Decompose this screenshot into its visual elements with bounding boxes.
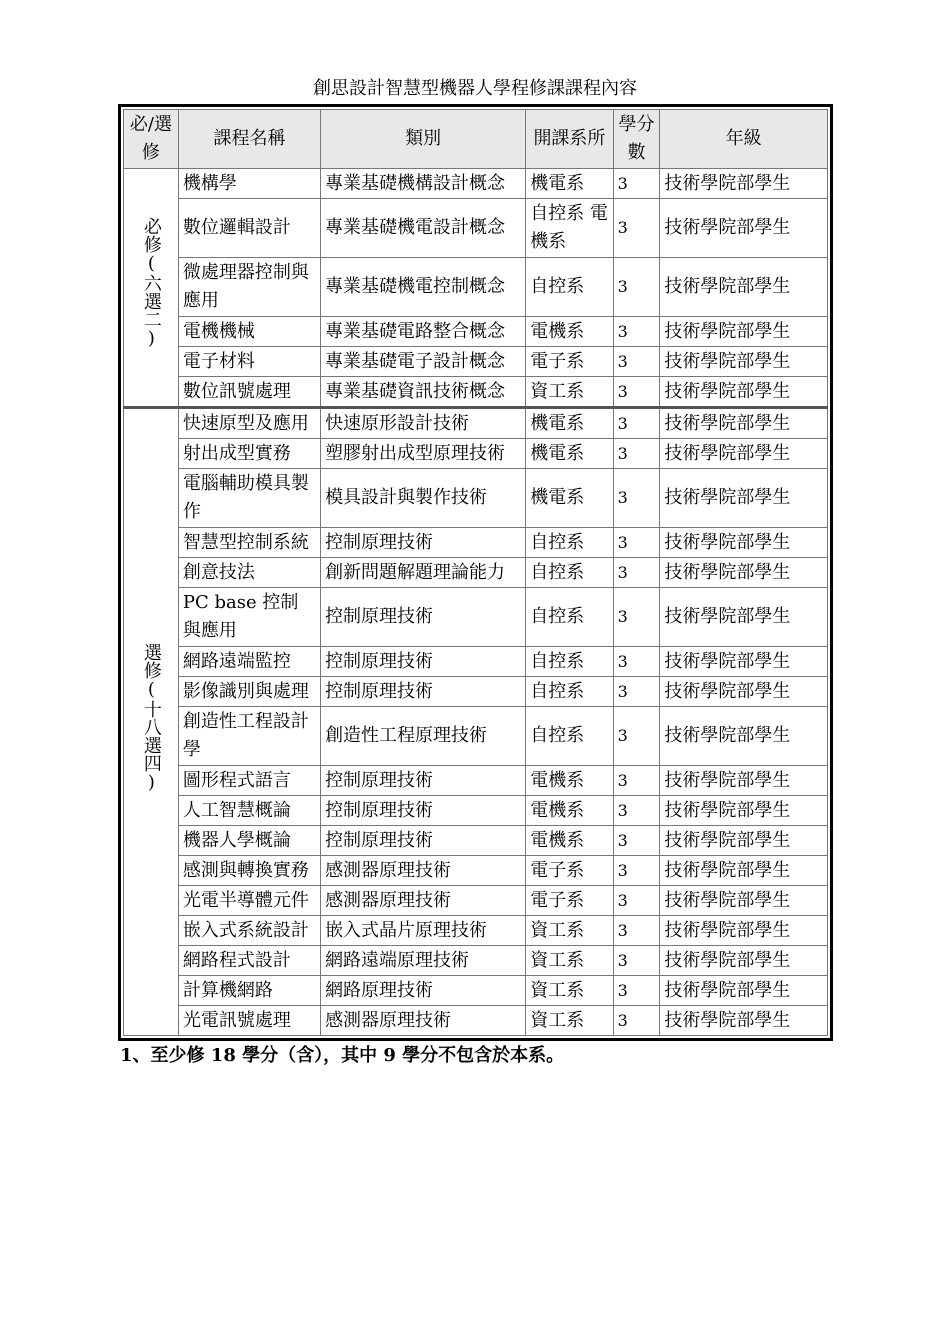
course-department: 機電系 — [526, 439, 613, 469]
course-credits: 3 — [613, 856, 660, 886]
course-department: 機電系 — [526, 469, 613, 528]
table-row — [124, 377, 828, 408]
table-row — [124, 317, 828, 347]
course-credits: 3 — [613, 347, 660, 377]
course-category: 網路原理技術 — [321, 976, 526, 1006]
course-name: 創意技法 — [178, 558, 320, 588]
course-credits: 3 — [613, 377, 660, 408]
course-name: 電腦輔助模具製作 — [178, 469, 320, 528]
course-category: 網路遠端原理技術 — [321, 946, 526, 976]
course-department: 資工系 — [526, 1006, 613, 1036]
course-name: 射出成型實務 — [178, 439, 320, 469]
course-grade: 技術學院部學生 — [660, 916, 828, 946]
course-credits: 3 — [613, 766, 660, 796]
course-category: 快速原形設計技術 — [321, 408, 526, 439]
course-credits: 3 — [613, 528, 660, 558]
course-name: 創造性工程設計學 — [178, 707, 320, 766]
table-row — [124, 647, 828, 677]
table-row — [124, 528, 828, 558]
course-category: 專業基礎電子設計概念 — [321, 347, 526, 377]
course-name: 數位訊號處理 — [178, 377, 320, 408]
header-category: 類別 — [321, 110, 526, 169]
course-department: 自控系 — [526, 558, 613, 588]
course-credits: 3 — [613, 258, 660, 317]
course-credits: 3 — [613, 796, 660, 826]
course-department: 資工系 — [526, 916, 613, 946]
course-credits: 3 — [613, 647, 660, 677]
table-row — [124, 976, 828, 1006]
course-department: 自控系 — [526, 677, 613, 707]
course-grade: 技術學院部學生 — [660, 377, 828, 408]
course-grade: 技術學院部學生 — [660, 796, 828, 826]
course-credits: 3 — [613, 886, 660, 916]
course-name: 網路遠端監控 — [178, 647, 320, 677]
course-grade: 技術學院部學生 — [660, 317, 828, 347]
course-department: 自控系 — [526, 258, 613, 317]
course-name: 數位邏輯設計 — [178, 199, 320, 258]
course-grade: 技術學院部學生 — [660, 588, 828, 647]
course-category: 嵌入式晶片原理技術 — [321, 916, 526, 946]
course-credits: 3 — [613, 408, 660, 439]
header-grade: 年級 — [660, 110, 828, 169]
course-department: 電機系 — [526, 826, 613, 856]
table-row — [124, 439, 828, 469]
group-required — [124, 169, 179, 408]
course-grade: 技術學院部學生 — [660, 647, 828, 677]
course-name: 人工智慧概論 — [178, 796, 320, 826]
course-name: PC base 控制與應用 — [178, 588, 320, 647]
course-credits: 3 — [613, 976, 660, 1006]
course-credits: 3 — [613, 169, 660, 199]
course-department: 機電系 — [526, 408, 613, 439]
group-label: 必修(六選二) — [140, 217, 162, 349]
course-grade: 技術學院部學生 — [660, 439, 828, 469]
course-credits: 3 — [613, 916, 660, 946]
header-required-elective: 必/選修 — [124, 110, 179, 169]
table-row — [124, 1006, 828, 1036]
course-grade: 技術學院部學生 — [660, 766, 828, 796]
course-name: 電機機械 — [178, 317, 320, 347]
course-name: 影像識別與處理 — [178, 677, 320, 707]
course-grade: 技術學院部學生 — [660, 528, 828, 558]
table-body — [124, 169, 828, 1036]
course-category: 專業基礎資訊技術概念 — [321, 377, 526, 408]
course-credits: 3 — [613, 946, 660, 976]
course-grade: 技術學院部學生 — [660, 469, 828, 528]
course-category: 控制原理技術 — [321, 796, 526, 826]
course-credits: 3 — [613, 469, 660, 528]
course-grade: 技術學院部學生 — [660, 258, 828, 317]
course-grade: 技術學院部學生 — [660, 886, 828, 916]
course-name: 嵌入式系統設計 — [178, 916, 320, 946]
table-row — [124, 347, 828, 377]
course-department: 機電系 — [526, 169, 613, 199]
course-grade: 技術學院部學生 — [660, 826, 828, 856]
table-row — [124, 766, 828, 796]
table-header-row — [124, 110, 828, 169]
header-course-name: 課程名稱 — [178, 110, 320, 169]
course-grade: 技術學院部學生 — [660, 169, 828, 199]
course-name: 微處理器控制與應用 — [178, 258, 320, 317]
course-name: 圖形程式語言 — [178, 766, 320, 796]
credit-note: 1、至少修 18 學分（含），其中 9 學分不包含於本系。 — [120, 1045, 565, 1066]
table-row — [124, 558, 828, 588]
header-credits: 學分數 — [613, 110, 660, 169]
course-grade: 技術學院部學生 — [660, 347, 828, 377]
course-grade: 技術學院部學生 — [660, 677, 828, 707]
table-row — [124, 826, 828, 856]
header-department: 開課系所 — [526, 110, 613, 169]
course-category: 創造性工程原理技術 — [321, 707, 526, 766]
course-department: 自控系 — [526, 647, 613, 677]
group-label: 選修(十八選四) — [140, 642, 162, 793]
course-grade: 技術學院部學生 — [660, 707, 828, 766]
course-category: 創新問題解題理論能力 — [321, 558, 526, 588]
course-credits: 3 — [613, 317, 660, 347]
course-category: 塑膠射出成型原理技術 — [321, 439, 526, 469]
course-category: 控制原理技術 — [321, 528, 526, 558]
course-department: 電子系 — [526, 856, 613, 886]
course-credits: 3 — [613, 558, 660, 588]
table-row — [124, 588, 828, 647]
course-department: 電機系 — [526, 766, 613, 796]
course-name: 智慧型控制系統 — [178, 528, 320, 558]
course-name: 快速原型及應用 — [178, 408, 320, 439]
course-credits: 3 — [613, 588, 660, 647]
course-category: 感測器原理技術 — [321, 1006, 526, 1036]
course-category: 專業基礎機構設計概念 — [321, 169, 526, 199]
table-row — [124, 677, 828, 707]
table-row — [124, 199, 828, 258]
course-category: 控制原理技術 — [321, 677, 526, 707]
course-category: 專業基礎機電設計概念 — [321, 199, 526, 258]
course-category: 專業基礎機電控制概念 — [321, 258, 526, 317]
table-row — [124, 258, 828, 317]
course-grade: 技術學院部學生 — [660, 856, 828, 886]
course-grade: 技術學院部學生 — [660, 976, 828, 1006]
course-category: 控制原理技術 — [321, 588, 526, 647]
course-department: 自控系 電機系 — [526, 199, 613, 258]
course-name: 光電半導體元件 — [178, 886, 320, 916]
course-category: 感測器原理技術 — [321, 856, 526, 886]
table-row — [124, 886, 828, 916]
course-department: 電子系 — [526, 347, 613, 377]
course-credits: 3 — [613, 439, 660, 469]
table-row — [124, 408, 828, 439]
course-name: 計算機網路 — [178, 976, 320, 1006]
course-department: 自控系 — [526, 588, 613, 647]
course-grade: 技術學院部學生 — [660, 199, 828, 258]
course-name: 電子材料 — [178, 347, 320, 377]
table-row — [124, 916, 828, 946]
course-category: 控制原理技術 — [321, 647, 526, 677]
course-table — [123, 109, 828, 1036]
course-category: 專業基礎電路整合概念 — [321, 317, 526, 347]
course-credits: 3 — [613, 707, 660, 766]
table-row — [124, 707, 828, 766]
course-department: 自控系 — [526, 528, 613, 558]
course-credits: 3 — [613, 1006, 660, 1036]
table-row — [124, 169, 828, 199]
course-credits: 3 — [613, 826, 660, 856]
course-department: 資工系 — [526, 946, 613, 976]
course-department: 資工系 — [526, 976, 613, 1006]
course-department: 電子系 — [526, 886, 613, 916]
course-credits: 3 — [613, 199, 660, 258]
course-grade: 技術學院部學生 — [660, 558, 828, 588]
course-name: 機器人學概論 — [178, 826, 320, 856]
course-credits: 3 — [613, 677, 660, 707]
course-department: 電機系 — [526, 796, 613, 826]
table-row — [124, 796, 828, 826]
course-name: 機構學 — [178, 169, 320, 199]
course-name: 網路程式設計 — [178, 946, 320, 976]
table-row — [124, 856, 828, 886]
table-row — [124, 469, 828, 528]
course-name: 感測與轉換實務 — [178, 856, 320, 886]
course-department: 電機系 — [526, 317, 613, 347]
course-category: 感測器原理技術 — [321, 886, 526, 916]
course-table-frame — [118, 104, 833, 1041]
table-row — [124, 946, 828, 976]
course-department: 資工系 — [526, 377, 613, 408]
course-grade: 技術學院部學生 — [660, 946, 828, 976]
course-name: 光電訊號處理 — [178, 1006, 320, 1036]
group-elective — [124, 408, 179, 1036]
course-category: 模具設計與製作技術 — [321, 469, 526, 528]
course-category: 控制原理技術 — [321, 826, 526, 856]
course-grade: 技術學院部學生 — [660, 408, 828, 439]
course-category: 控制原理技術 — [321, 766, 526, 796]
page-title: 創思設計智慧型機器人學程修課課程內容 — [313, 78, 637, 99]
course-grade: 技術學院部學生 — [660, 1006, 828, 1036]
course-department: 自控系 — [526, 707, 613, 766]
